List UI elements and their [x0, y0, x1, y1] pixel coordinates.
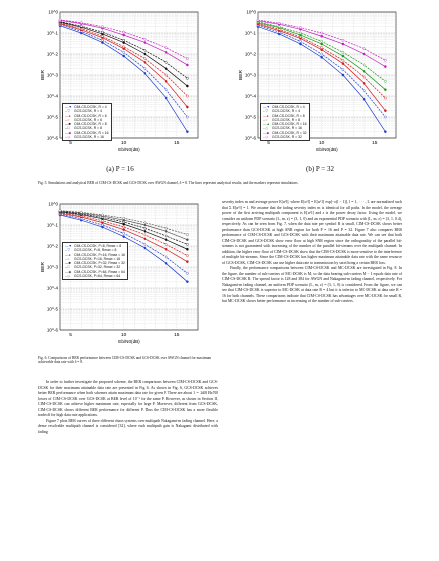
data-point — [59, 19, 61, 21]
legend-entry: --△ GCS-DCSK, R = 16 — [263, 126, 302, 131]
legend-entry: —▼ CIM-CS-DCSK, P=8, Rmax = 8 — [65, 244, 122, 248]
data-point — [321, 43, 323, 45]
data-point — [321, 56, 323, 58]
data-point — [165, 235, 167, 237]
data-point — [123, 55, 125, 57]
data-point — [101, 41, 103, 43]
legend-entry: --◇ GCS-DCSK, R = 16 — [65, 135, 104, 140]
figure-5b — [236, 6, 402, 156]
legend-entry: —◆ CIM-CS-DCSK, R = 16 — [65, 130, 109, 135]
right-column-text — [222, 200, 402, 305]
data-point — [384, 66, 386, 68]
data-point — [278, 26, 280, 28]
y-tick-label: 10^-2 — [46, 51, 58, 57]
data-point — [363, 48, 365, 50]
data-point — [144, 227, 146, 229]
data-point — [165, 74, 167, 76]
y-tick-label: 10^-2 — [46, 243, 58, 249]
legend-entry: --□ GCS-DCSK, R = 8 — [65, 126, 102, 131]
data-point — [384, 116, 386, 118]
data-point — [186, 58, 188, 60]
y-tick-label: 10^-5 — [46, 114, 58, 120]
data-point — [101, 35, 103, 37]
data-point — [123, 226, 125, 228]
data-point — [384, 131, 386, 133]
legend-entry: --▽ GCS-DCSK, R = 4 — [65, 109, 102, 114]
data-point — [59, 210, 61, 212]
data-point — [144, 224, 146, 226]
x-axis-label: Eb/N0(dB) — [118, 339, 140, 344]
data-point — [342, 55, 344, 57]
data-point — [165, 89, 167, 91]
data-point — [144, 243, 146, 245]
data-point — [101, 26, 103, 28]
legend-entry: —■ CIM-CS-DCSK, P=32, Rmax = 32 — [65, 261, 125, 266]
data-point — [363, 64, 365, 66]
data-point — [384, 89, 386, 91]
data-point — [165, 97, 167, 99]
data-point — [186, 272, 188, 274]
y-tick-label: 10^-5 — [244, 114, 256, 120]
y-axis-label: BER — [41, 70, 46, 80]
paragraph: In order to further investigate the proposed scheme, the BER comparisons between CIM-CS-DCSK and GCS-DCSK for their maximum attainable data rate are presented in Fig. 6. As shown in Fig. 6, GCS-DCSK achieves better BER performance when both schemes attain maximum data rate for given P. There are about 1 ∼ 2dB Eb/N0 losses of CIM-CS-DCSK over GCS-DCSK at BER level of 10⁻⁵ for the same P. However, as shown in Section II, CIM-CS-DCSK can achieve higher maximum rate, especially for large P. Moreover, different from GCS-DCSK, CIM-CS-DCSK shows different BER performance for different P. Thus the CIM-CS-DCSK has a more flexible tradeoff for high data rate applications. — [38, 380, 218, 417]
data-point — [186, 64, 188, 66]
x-tick-label: 15 — [372, 141, 378, 146]
data-point — [321, 32, 323, 34]
data-point — [165, 262, 167, 264]
data-point — [363, 70, 365, 72]
legend-entry: --○ GCS-DCSK, P=16, Rmax = 16 — [65, 256, 121, 261]
y-tick-label: 10^-4 — [244, 93, 256, 99]
data-point — [299, 27, 301, 29]
data-point — [123, 232, 125, 234]
legend-entry: --◇ GCS-DCSK, P=64, Rmax = 64 — [65, 274, 121, 279]
data-point — [342, 69, 344, 71]
data-point — [186, 261, 188, 263]
data-point — [165, 61, 167, 63]
data-point — [123, 236, 125, 238]
data-point — [165, 68, 167, 70]
legend-entry: —● CIM-CS-DCSK, R = 8 — [263, 113, 305, 118]
data-point — [186, 248, 188, 250]
data-point — [257, 19, 259, 21]
data-point — [80, 25, 82, 27]
data-point — [123, 217, 125, 219]
data-point — [165, 227, 167, 229]
data-point — [186, 243, 188, 245]
fig6-caption: Fig. 6. Comparisons of BER performance between CIM-CS-DCSK and GCS-DCSK over AWGN channel for maximum achievable data rate with δ = 8. — [38, 356, 212, 365]
legend-entry: —◆ CIM-CS-DCSK, R = 32 — [263, 130, 307, 135]
data-point — [321, 47, 323, 49]
legend-entry: —● CIM-CS-DCSK, R = 6 — [65, 113, 107, 118]
data-point — [299, 32, 301, 34]
data-point — [144, 38, 146, 40]
data-point — [342, 74, 344, 76]
data-point — [144, 49, 146, 51]
data-point — [299, 43, 301, 45]
fig5-caption: Fig. 5. Simulations and analytical BER of CIM-CS-DCSK and GCS-DCSK over AWGN channel, δ = 8. The lines represent analytical results, and the markers represent simulations. — [38, 181, 299, 185]
data-point — [384, 80, 386, 82]
data-point — [144, 53, 146, 55]
data-point — [186, 254, 188, 256]
y-tick-label: 10^0 — [246, 9, 256, 15]
paragraph: Figure 7 plots BER curves of three different chaos systems over multipath Nakagami-m fading channel. Here, a dense resolvable multipath channel is considered [32], where each multipath gain is Nakagami distributed with fading — [38, 418, 218, 434]
legend-entry: --▽ GCS-DCSK, P=8, Rmax = 8 — [65, 248, 117, 253]
data-point — [186, 95, 188, 97]
legend-entry: —▼ CIM-CS-DCSK, R = 4 — [65, 105, 107, 109]
x-tick-label: 5 — [69, 333, 72, 338]
data-point — [123, 223, 125, 225]
data-point — [144, 41, 146, 43]
data-point — [101, 31, 103, 33]
y-axis-label: BER — [239, 70, 244, 80]
data-point — [186, 281, 188, 283]
data-point — [144, 234, 146, 236]
data-point — [186, 233, 188, 235]
data-point — [321, 40, 323, 42]
legend-entry: —◆ CIM-CS-DCSK, P=64, Rmax = 64 — [65, 269, 125, 274]
data-point — [363, 82, 365, 84]
data-point — [101, 214, 103, 216]
data-point — [186, 116, 188, 118]
data-point — [165, 256, 167, 258]
data-point — [384, 110, 386, 112]
data-point — [342, 43, 344, 45]
data-point — [186, 77, 188, 79]
data-point — [321, 35, 323, 37]
legend-6 — [62, 242, 128, 280]
legend-5b — [260, 103, 310, 141]
y-tick-label: 10^-1 — [46, 222, 58, 228]
figure-5a — [38, 6, 204, 156]
x-tick-label: 10 — [121, 333, 127, 338]
y-tick-label: 10^-3 — [46, 72, 58, 78]
data-point — [144, 58, 146, 60]
legend-entry: --○ GCS-DCSK, R = 8 — [263, 117, 300, 122]
y-tick-label: 10^-3 — [244, 72, 256, 78]
data-point — [165, 243, 167, 245]
data-point — [363, 53, 365, 55]
data-point — [299, 40, 301, 42]
legend-entry: —● CIM-CS-DCSK, P=16, Rmax = 16 — [65, 252, 125, 257]
data-point — [123, 51, 125, 53]
legend-entry: —▼ CIM-CS-DCSK, R = 4 — [263, 105, 305, 109]
x-tick-label: 15 — [174, 333, 180, 338]
data-point — [101, 39, 103, 41]
subcaption-5a: (a) P = 16 — [106, 165, 134, 173]
x-axis-label: Eb/N0(dB) — [118, 147, 140, 152]
data-point — [144, 247, 146, 249]
data-point — [80, 22, 82, 24]
data-point — [101, 224, 103, 226]
data-point — [342, 62, 344, 64]
y-tick-label: 10^-6 — [46, 327, 58, 333]
data-point — [123, 39, 125, 41]
data-point — [165, 239, 167, 241]
legend-entry: —▲ CIM-CS-DCSK, R = 16 — [263, 122, 307, 127]
data-point — [342, 59, 344, 61]
data-point — [363, 76, 365, 78]
legend-entry: --□ GCS-DCSK, P=32, Rmax = 32 — [65, 265, 121, 270]
data-point — [363, 90, 365, 92]
data-point — [80, 211, 82, 213]
data-point — [278, 22, 280, 24]
data-point — [165, 80, 167, 82]
data-point — [123, 31, 125, 33]
paragraph: severity index m and average power E[α²l], where E[α²l] = E[α²1] exp[−ε(l − 1)], l = 1, · · · , L are normalized such that Σ E[α²l] = 1. We assume that the fading severity index m is identical for all paths. In the model, the average power of the first arriving multipath component is E[α²1] and ε is the power decay factor. Using the model, we consider an uniform PDP scenario (L, m, ε) = (3, 1, 0) and an exponential PDP scenario with (L, m, ε) = (3, 1, 0.4), respectively. As can be seen from Fig. 7, when the data rate per symbol R is small, CIM-CS-DCSK shows better performance than GCS-DCSK at high SNR region for both P = 16 and P = 32. Figure 7 also compares BER performance of CIM-CS-DCSK and GCS-DCSK with their maximum attainable data rate. We can see that both CIM-CS-DCSK and GCS-DCSK show error floor at high SNR region since the orthogonality of the parallel bit-streams is not guaranteed with increasing of the number of the parallel bit-streams over the multipath channel. In addition, the higher error floor of CIM-CS-DCSK show that the CIM-CS-DCSK is more sensitive to the interference of multiple bit-streams. Since the CIM-CS-DCSK has higher maximum attainable data rate with the same resource of GCS-DCSK, CIM-CS-DCSK can use higher data rate to transmission by sacrificing a certain BER loss. — [222, 200, 402, 265]
x-tick-label: 15 — [174, 141, 180, 146]
data-point — [144, 61, 146, 63]
legend-entry: —■ CIM-CS-DCSK, R = 8 — [65, 122, 107, 127]
data-point — [384, 59, 386, 61]
legend-entry: --○ GCS-DCSK, R = 6 — [65, 117, 102, 122]
x-tick-label: 5 — [69, 141, 72, 146]
legend-entry: --▽ GCS-DCSK, R = 4 — [263, 109, 300, 114]
y-tick-label: 10^-4 — [46, 93, 58, 99]
data-point — [165, 47, 167, 49]
data-point — [186, 85, 188, 87]
data-point — [165, 51, 167, 53]
data-point — [342, 51, 344, 53]
data-point — [123, 229, 125, 231]
data-point — [123, 41, 125, 43]
data-point — [363, 98, 365, 100]
y-axis-label: BER — [41, 262, 46, 272]
y-tick-label: 10^-1 — [244, 30, 256, 36]
data-point — [144, 230, 146, 232]
data-point — [186, 131, 188, 133]
y-tick-label: 10^-5 — [46, 306, 58, 312]
data-point — [144, 68, 146, 70]
data-point — [144, 222, 146, 224]
data-point — [165, 248, 167, 250]
y-tick-label: 10^-4 — [46, 285, 58, 291]
x-tick-label: 5 — [267, 141, 270, 146]
data-point — [342, 39, 344, 41]
data-point — [186, 239, 188, 241]
x-tick-label: 10 — [121, 141, 127, 146]
paragraph: Finally, the performance comparisons between CIM-CS-DCSK and MC-DCSK are investigated in Fig. 8. In the figure, the number of sub-carriers of MC-DCSK is M, so the data bearing sub-carriers M − 1 equals data rate of CIM-CS-DCSK R. The spread factor is 128 and 384 for AWGN and Nakagami-m fading channel, respectively. For Nakagami-m fading channel, an uniform PDP scenario (L, m, ε) = (3, 1, 0) is considered. From the figure, we can see that CIM-CS-DCSK is superior to MC-DCSK at data rate R = 4 but it is inferior to MC-DCSK at data rate R = 16 for both channels. These comparisons indicate that CIM-CS-DCSK has advantages over MC-DCSK for small R, but MC-DCSK shows better performance as increasing of the number of sub-carriers. — [222, 266, 402, 303]
y-tick-label: 10^-1 — [46, 30, 58, 36]
y-tick-label: 10^0 — [48, 9, 58, 15]
left-column-text — [38, 380, 218, 435]
data-point — [384, 97, 386, 99]
legend-5a — [62, 103, 112, 141]
y-tick-label: 10^-3 — [46, 264, 58, 270]
y-tick-label: 10^-6 — [46, 135, 58, 141]
data-point — [123, 46, 125, 48]
y-tick-label: 10^-6 — [244, 135, 256, 141]
data-point — [144, 72, 146, 74]
data-point — [165, 230, 167, 232]
data-point — [186, 106, 188, 108]
y-tick-label: 10^0 — [48, 201, 58, 207]
subcaption-5b: (b) P = 32 — [306, 165, 334, 173]
data-point — [123, 34, 125, 36]
data-point — [144, 238, 146, 240]
x-axis-label: Eb/N0(dB) — [316, 147, 338, 152]
figure-6 — [38, 198, 204, 348]
legend-entry: --◇ GCS-DCSK, R = 32 — [263, 135, 302, 140]
x-tick-label: 10 — [319, 141, 325, 146]
y-tick-label: 10^-2 — [244, 51, 256, 57]
data-point — [321, 53, 323, 55]
